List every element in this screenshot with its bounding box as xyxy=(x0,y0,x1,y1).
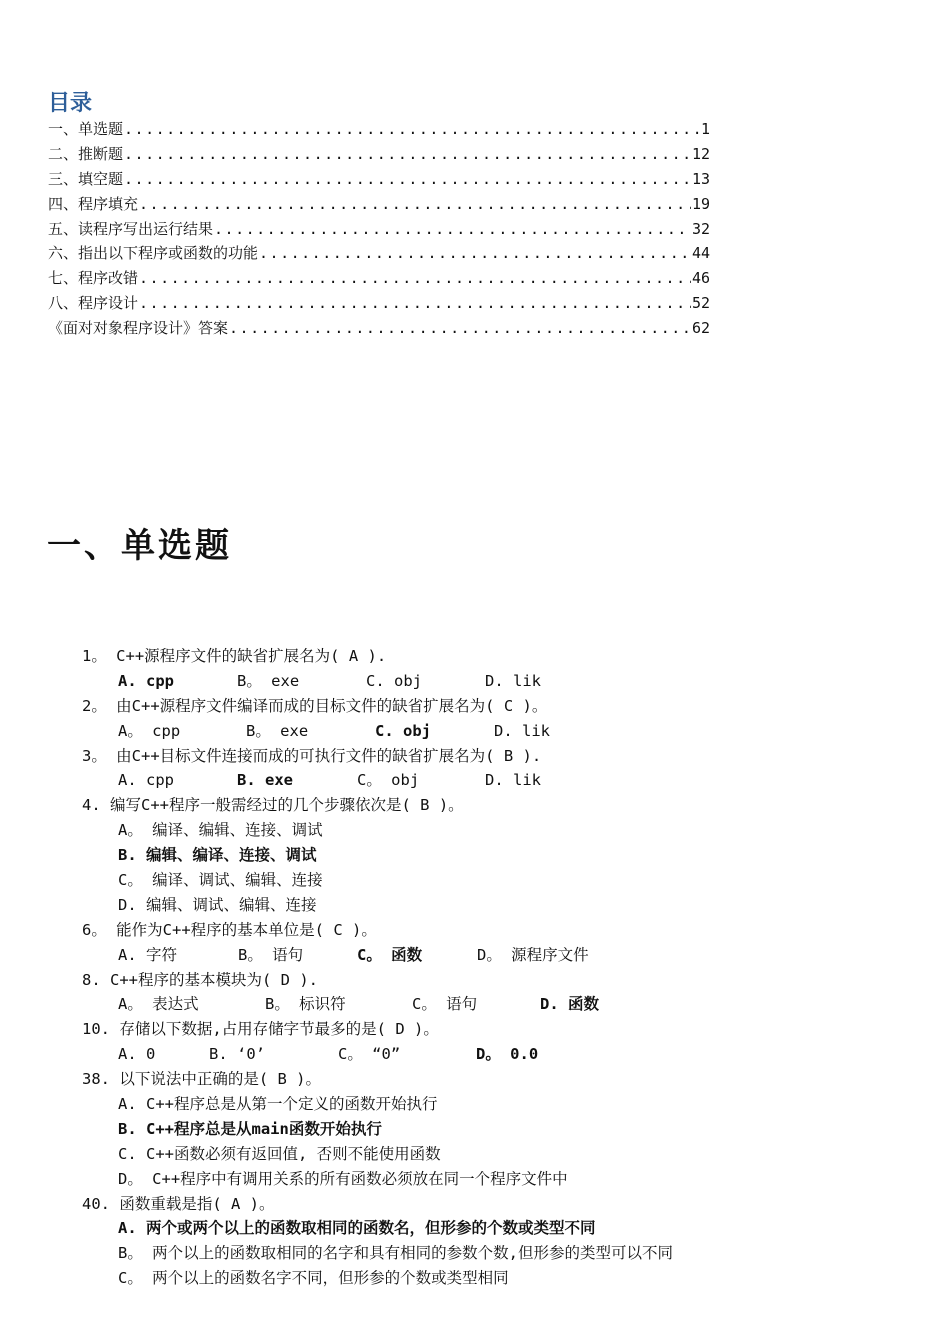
toc-entry[interactable] xyxy=(48,218,710,243)
toc-entry-page: 1 xyxy=(700,120,710,138)
option-a: A。 编译、编辑、连接、调试 xyxy=(118,821,323,840)
toc-entry[interactable] xyxy=(48,143,710,168)
question-text: 8. C++程序的基本模块为( D ). xyxy=(82,970,318,989)
option-d: D. 编辑、调试、编辑、连接 xyxy=(118,895,317,914)
toc-entry[interactable] xyxy=(48,168,710,193)
option-a: A. cpp xyxy=(118,771,174,790)
toc-entry[interactable] xyxy=(48,292,710,317)
option-a: A。 cpp xyxy=(118,721,181,740)
toc-entry[interactable] xyxy=(48,118,710,143)
option-c: C. obj xyxy=(375,721,431,740)
toc-leader-dots xyxy=(214,220,691,238)
option-a: A. 字符 xyxy=(118,945,177,964)
option-a: A. cpp xyxy=(118,671,174,690)
option-d: D。 源程序文件 xyxy=(477,945,589,964)
toc-leader-dots xyxy=(124,170,691,188)
option-row xyxy=(82,719,942,744)
option-c: C。 obj xyxy=(357,771,420,790)
option-a: A。 表达式 xyxy=(118,995,199,1014)
toc-entry-page: 12 xyxy=(691,144,710,163)
toc-entry-label: 三、填空题 xyxy=(48,169,124,188)
toc-leader-dots xyxy=(139,269,691,287)
toc-entry-label: 四、程序填充 xyxy=(48,194,139,213)
toc-entry-label: 五、读程序写出运行结果 xyxy=(48,219,214,238)
option-c: C。 编译、调试、编辑、连接 xyxy=(118,871,323,890)
toc-entry-page: 62 xyxy=(691,319,710,338)
toc-entry[interactable] xyxy=(48,242,710,267)
toc-entry-page: 46 xyxy=(691,269,710,288)
option-c: C。 两个以上的函数名字不同，但形参的个数或类型相同 xyxy=(118,1269,509,1288)
option-d: D。 C++程序中有调用关系的所有函数必须放在同一个程序文件中 xyxy=(118,1169,568,1188)
question-text: 10. 存储以下数据,占用存储字节最多的是( D )。 xyxy=(82,1020,439,1039)
toc-entry-page: 44 xyxy=(691,244,710,263)
question-text: 6。 能作为C++程序的基本单位是( C )。 xyxy=(82,920,377,939)
toc-entry[interactable] xyxy=(48,267,710,292)
toc-entry-label: 六、指出以下程序或函数的功能 xyxy=(48,244,259,263)
question-text: 38. 以下说法中正确的是( B )。 xyxy=(82,1070,321,1089)
option-a: A. C++程序总是从第一个定义的函数开始执行 xyxy=(118,1095,438,1114)
option-b: B. 编辑、编译、连接、调试 xyxy=(118,846,317,865)
option-d: D。 0.0 xyxy=(476,1045,539,1064)
toc-entry-label: 一、单选题 xyxy=(48,120,124,138)
toc-leader-dots xyxy=(139,195,691,213)
question-text: 2。 由C++源程序文件编译而成的目标文件的缺省扩展名为( C )。 xyxy=(82,696,548,715)
toc-entry-page: 19 xyxy=(691,194,710,213)
option-row xyxy=(82,992,942,1017)
option-b: B。 两个以上的函数取相同的名字和具有相同的参数个数,但形参的类型可以不同 xyxy=(118,1244,673,1263)
toc-entry-label: 《面对对象程序设计》答案 xyxy=(48,319,229,338)
option-b: B. exe xyxy=(237,771,293,790)
option-d: D. lik xyxy=(485,671,541,690)
option-a: A. 两个或两个以上的函数取相同的函数名，但形参的个数或类型不同 xyxy=(118,1219,596,1238)
toc-entry-page: 52 xyxy=(691,294,710,313)
option-row xyxy=(82,1042,942,1067)
toc-entry-page: 32 xyxy=(691,219,710,238)
option-d: D. lik xyxy=(494,721,550,740)
section-heading: 一、单选题 xyxy=(47,526,232,566)
table-of-contents xyxy=(48,118,710,342)
question-text: 3。 由C++目标文件连接而成的可执行文件的缺省扩展名为( B ). xyxy=(82,746,542,765)
option-b: B。 exe xyxy=(237,671,300,690)
option-b: B。 语句 xyxy=(238,945,304,964)
toc-leader-dots xyxy=(124,145,691,163)
option-row xyxy=(82,768,942,793)
toc-entry-label: 二、推断题 xyxy=(48,144,124,163)
option-a: A. 0 xyxy=(118,1045,156,1064)
option-b: B. ‘0’ xyxy=(209,1045,265,1064)
toc-leader-dots xyxy=(259,244,691,262)
toc-leader-dots xyxy=(139,294,691,312)
question-text: 4. 编写C++程序一般需经过的几个步骤依次是( B )。 xyxy=(82,796,464,815)
question-text: 1。 C++源程序文件的缺省扩展名为( A ). xyxy=(82,647,387,665)
toc-leader-dots xyxy=(124,120,700,138)
toc-title: 目录 xyxy=(48,91,93,116)
toc-entry-label: 七、程序改错 xyxy=(48,269,139,288)
option-c: C。 语句 xyxy=(412,995,478,1014)
option-c: C. C++函数必须有返回值, 否则不能使用函数 xyxy=(118,1144,441,1163)
option-c: C. obj xyxy=(366,671,422,690)
option-row xyxy=(82,669,942,694)
option-row xyxy=(82,943,942,968)
option-c: C。 “0” xyxy=(338,1045,401,1064)
option-d: D. 函数 xyxy=(540,995,599,1014)
toc-entry-label: 八、程序设计 xyxy=(48,294,139,313)
toc-entry[interactable] xyxy=(48,317,710,342)
option-b: B。 标识符 xyxy=(265,995,346,1014)
option-b: B. C++程序总是从main函数开始执行 xyxy=(118,1119,382,1138)
question-text: 40. 函数重载是指( A )。 xyxy=(82,1194,275,1213)
toc-entry[interactable] xyxy=(48,193,710,218)
toc-entry-page: 13 xyxy=(691,169,710,188)
option-d: D. lik xyxy=(485,771,541,790)
option-b: B。 exe xyxy=(246,721,309,740)
option-c: C。 函数 xyxy=(357,945,423,964)
question-list xyxy=(82,644,942,1291)
toc-leader-dots xyxy=(229,319,691,337)
